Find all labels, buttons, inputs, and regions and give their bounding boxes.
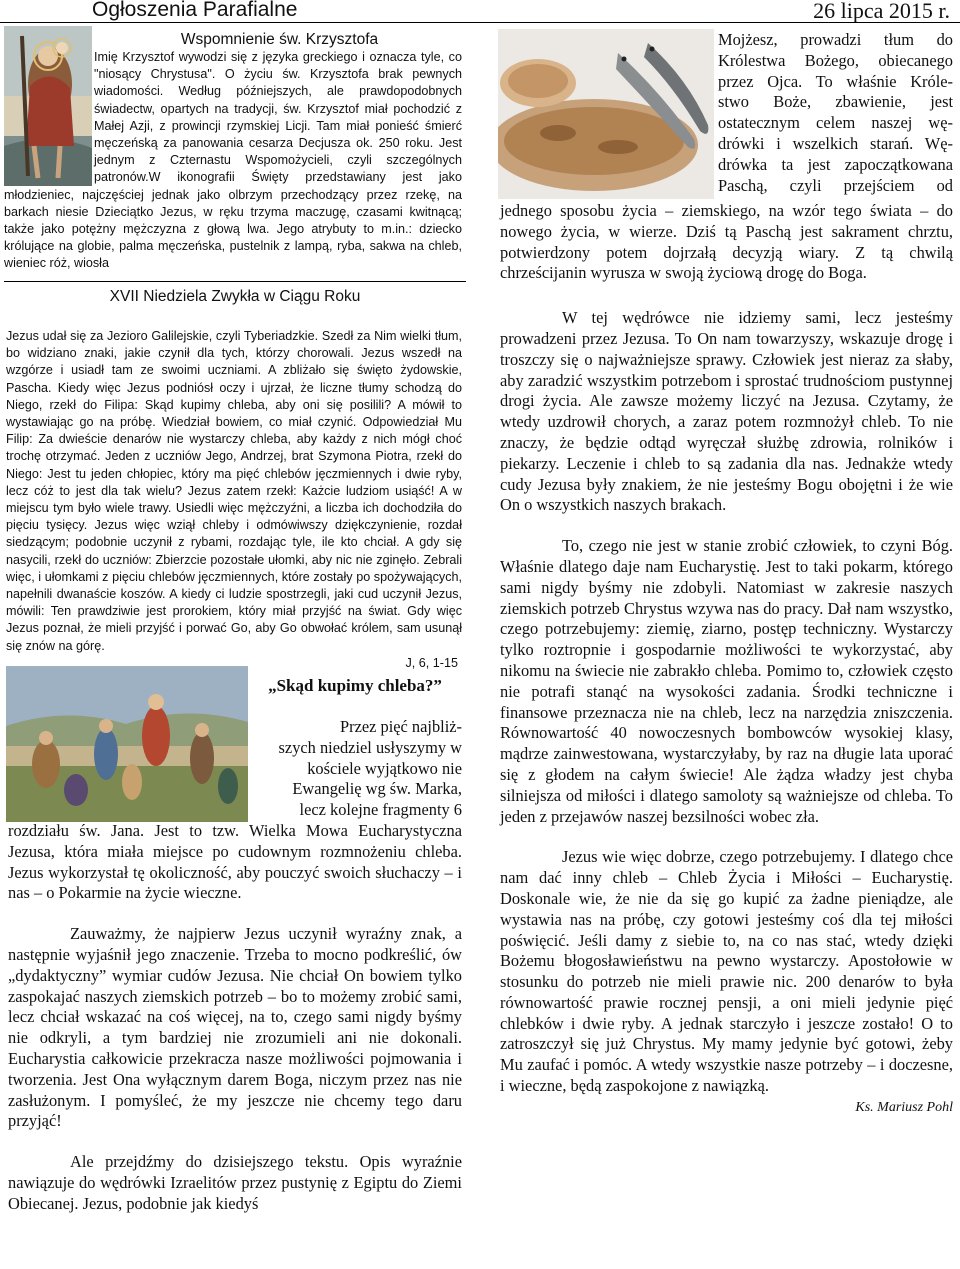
beside-line: ostatecznym celem naszej wę- [718, 113, 953, 133]
bread-and-fish-image [498, 29, 714, 199]
page-header [0, 0, 960, 24]
beside-line: Paschą, czyli przejściem od [718, 175, 953, 195]
feeding-multitude-image [6, 666, 248, 822]
beside-line: drówki i wszelkich starań. Wę- [718, 133, 953, 153]
gospel-reference: J, 6, 1-15 [405, 655, 458, 670]
sunday-title: XVII Niedziela Zwykła w Ciągu Roku [109, 288, 361, 305]
reflection-right-beside [718, 30, 953, 196]
intro-line: lecz kolejne fragmenty 6 [299, 800, 462, 820]
reflection-left-column [8, 821, 462, 1215]
intro-line: Ewangelię wg św. Marka, [292, 779, 462, 799]
beside-line: przez Ojca. To właśnie Króle- [718, 71, 953, 91]
newsletter-title: Ogłoszenia Parafialne [92, 0, 298, 21]
reflection-title: „Skąd kupimy chleba?” [268, 676, 442, 695]
reflection-paragraph: Ale przejdźmy do dzisiejszego tekstu. Opis wyraźnie nawiązuje do wędrówki Izraelitów przez pustynię z Egiptu do Ziemi Obiecanej. Jezus, podobnie jak kiedyś [8, 1152, 462, 1213]
issue-date: 26 lipca 2015 r. [813, 0, 950, 23]
section-divider [4, 281, 466, 282]
reflection-paragraph: W tej wędrówce nie idziemy sami, lecz jesteśmy prowadzeni przez Jezusa. To On nam towarzyszy, wskazuje drogę i troszczy się o najważniejsze sprawy. Człowiek jest nieraz za słaby, aby zaradzić wszystkim potrzebom i sprostać trudnościom pustynnej drogi życia. Ale zawsze możemy liczyć na Jezusa. Czytamy, że wtedy uzdrowił chorych, a zaraz potem rozmnożył chleb. To nie znaczy, że będzie odtąd wyręczał służbę zdrowia, rolników i piekarzy. Leczenie i chleb to są zadania dla nas. Jednakże wtedy cudy Jezusa były znakiem, że nie jesteśmy Bogu obojętni i że wie On o wszystkich naszych brakach. [500, 308, 953, 515]
reflection-right-column [500, 201, 953, 1117]
beside-line: Mojżesz, prowadzi tłum do [718, 30, 953, 49]
reflection-paragraph: Jezus wie więc dobrze, czego potrzebujemy. I dlatego chce nam dać inny chleb – Chleb Życia i Miłości – Eucharystię. Doskonale wie, że nie da się go kupić za żadne pieniądze, ale wystawia nas na próbę, czy gotowi jesteśmy coś dla tej miłości poświęcić. Jeśli damy z siebie to, na co nas stać, wtedy dzięki Bożemu błogosławieństwu na pewno wystarczy. Apostołowie w stosunku do potrzeb nie mieli prawie nic. 200 denarów to była równowartość prawie rocznej pensji, a oni mieli jedynie pięć chlebków i dwie ryby. A jednak starczyło i jeszcze zostało! O to zatroszczył się już Chrystus. My mamy jedynie być gotowi, żeby Mu zaufać i pomóc. A wtedy wszystkie nasze potrzeby – i doczesne, i wieczne, będą zaspokojone z nawiązką. [500, 847, 953, 1096]
reflection-paragraph: Zauważmy, że najpierw Jezus uczynił wyraźny znak, a następnie wyjaśnił jego znaczenie. Trzeba to mocno podkreślić, ów „dydaktyczny” wymiar cudów Jezusa. Nie chciał On bowiem tylko zaspokajać naszych ziemskich potrzeb – bo to możemy zrobić sami, lecz chciał wskazać na coś więcej, na to, czego sami nigdy byśmy nie odkryli, a tym bardziej nie zrozumieli ani nie dokonali. Eucharystia całkowicie przekracza nasze możliwości pojmowania i tworzenia. Jest Ona wyłącznym darem Boga, niczym przez nas nie zasłużonym. I pomyśleć, że my jeszcze nie chcemy tego daru przyjąć! [8, 924, 462, 1131]
reflection-paragraph: jednego sposobu życia – ziemskiego, na wzór tego świata – do nowego życia, w wierze. Dziś tą Paschą jest sakrament chrztu, potwierdzony potem dojrzałą decyzją wiary. Z tą chwilą chrześcijanin wyrusza w swoją życiową drogę do Boga. [500, 201, 953, 283]
header-divider [0, 22, 960, 23]
st-christopher-title: Wspomnienie św. Krzysztofa [180, 31, 379, 48]
reflection-paragraph: rozdziału św. Jana. Jest to tzw. Wielka Mowa Eucharystyczna Jezusa, która miała miejsce po cudownym rozmnożeniu chleba. Jezus wykorzystał tę okoliczność, aby pouczyć swoich słuchaczy – i nas – o Pokarmie na życie wieczne. [8, 821, 462, 903]
beside-line: drówka ta jest zapoczątkowana [718, 154, 953, 174]
intro-line: Przez pięć najbliż- [340, 717, 462, 736]
st-christopher-body: Imię Krzysztof wywodzi się z języka greckiego i oznacza tyle, co "niosący Chrystusa". O życiu św. Krzysztofa brak pewnych wiadomości. Według późniejszych, ale prawdopodobnych świadectw, opartych na tradycji, św. Krzysztof miał pochodzić z Małej Azji, z prowincji rzymskiej Licji. Tam miał ponieść śmierć męczeńską za panowania cesarza Decjusza ok. 250 roku. Jest jednym z Czternastu Wspomożycieli, czyli szczególnych patronów.W ikonografii Święty przedstawiany jest jako młodzieniec, najczęściej jednak jako olbrzym przechodzący przez rzekę, na barkach niesie Dzieciątko Jezus, w ręku trzyma maczugę, czasami kwitnącą; także jako potężny mężczyzna z głową lwa. Jego atrybuty to m.in.: dziecko królujące na globie, palma męczeńska, pustelnik z lampą, ryba, sakwa na chleb, wieniec róż, wiosła [4, 50, 462, 271]
beside-line: Królestwa Bożego, obiecanego [718, 50, 953, 70]
reflection-paragraph: To, czego nie jest w stanie zrobić człowiek, to czyni Bóg. Właśnie dlatego daje nam Eucharystię. Jest to taki pokarm, którego sami nigdy byśmy nie zdobyli. Natomiast w zakresie naszych ziemskich potrzeb Chrystus wzywa nas do pracy. Dał nam wszystko, czego potrzebujemy: ziemię, ziarno, postęp techniczny. Wystarczy tylko roztropnie i gospodarnie możliwości te wykorzystać, aby nikomu na świecie nie zabrakło chleba. Pomimo to, człowiek często nie potrafi stanąć na wysokości zadania. Środki techniczne i finansowe przeznacza nie na chleb, lecz na narzędzia zniszczenia. Równowartość 40 nowoczesnych bombowców wysokiej klasy, mądrze zainwestowana, wystarczyłaby, by raz na długie lata uporać się z głodem na całym świecie! Ale żądza władzy jest chyba silniejsza od miłości i dlatego samoloty są ważniejsze od chleba. To jeden z przejawów naszej bezsilności wobec zła. [500, 536, 953, 826]
gospel-body: Jezus udał się za Jezioro Galilejskie, czyli Tyberiadzkie. Szedł za Nim wielki tłum, bo widziano znaki, jakie czynił dla tych, którzy chorowali. Jezus wszedł na wzgórze i usiadł tam ze swoimi uczniami. A zbliżało się święto żydowskie, Pascha. Kiedy więc Jezus podniósł oczy i ujrzał, że liczne tłumy schodzą do Niego, rzekł do Filipa: Skąd kupimy chleba, aby oni się posilili? A mówił to wystawiając go na próbę. Wiedział bowiem, co miał czynić. Odpowiedział Mu Filip: Za dwieście denarów nie wystarczy chleba, aby każdy z nich mógł choć trochę otrzymać. Jeden z uczniów Jego, Andrzej, brat Szymona Piotra, rzekł do Niego: Jest tu jeden chłopiec, który ma pięć chlebów jęczmiennych i dwie ryby, lecz cóż to jest dla tak wielu? Jezus zatem rzekł: Każcie ludziom usiąść! A w miejscu tym było wiele trawy. Usiedli więc mężczyźni, a liczba ich dochodziła do pięciu tysięcy. Jezus więc wziął chleby i odmówiwszy dziękczynienie, rozdał siedzącym; podobnie uczynił z rybami, rozdając tyle, ile kto chciał. A gdy się nasycili, rzekł do uczniów: Zbierzcie pozostałe ułomki, aby nic nie zginęło. Zebrali więc, i ułomkami z pięciu chlebów jęczmiennych, które zostały po spożywających, napełnili dwanaście koszów. A kiedy ci ludzie spostrzegli, jaki cud uczynił Jezus, mówili: Ten prawdziwie jest prorokiem, który miał przyjść na świat. Gdy więc Jezus poznał, że mieli przyjść i porwać Go, aby Go obwołać królem, sam usunął się znów na górę. [6, 329, 462, 653]
article-author: Ks. Mariusz Pohl [855, 1099, 953, 1115]
st-christopher-text [4, 49, 462, 273]
beside-line: stwo Boże, zbawienie, jest [718, 92, 953, 112]
intro-line: kościele wyjątkowo nie [307, 758, 462, 778]
reflection-intro [250, 717, 462, 821]
intro-line: szych niedziel usłyszymy w [278, 737, 462, 757]
gospel-text [6, 328, 462, 672]
